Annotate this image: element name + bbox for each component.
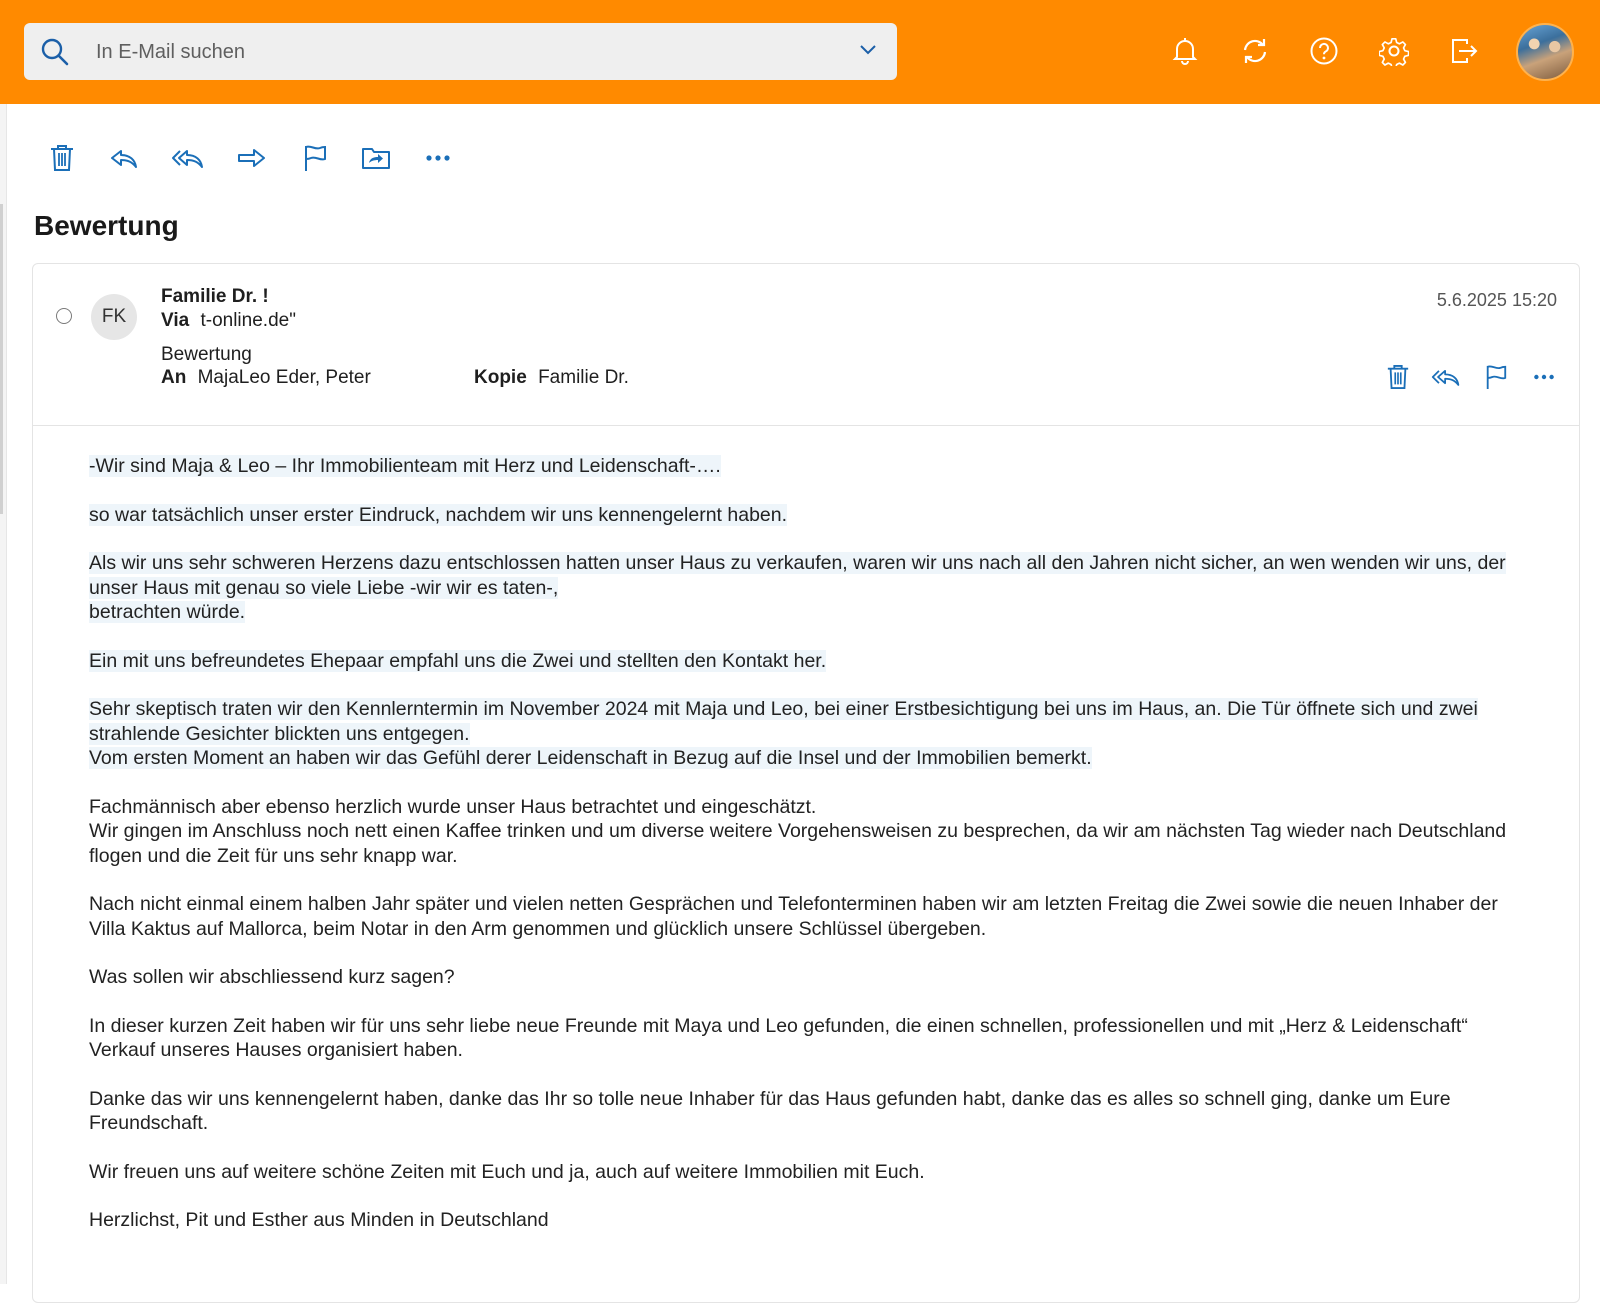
help-icon[interactable] [1309, 36, 1339, 66]
search-bar[interactable] [24, 23, 897, 80]
body-paragraph: -Wir sind Maja & Leo – Ihr Immobilienteam mit Herz und Leidenschaft-…. [89, 455, 721, 477]
body-paragraph: Fachmännisch aber ebenso herzlich wurde unser Haus betrachtet und eingeschätzt. [89, 795, 817, 818]
more-icon[interactable] [1529, 362, 1559, 392]
bell-icon[interactable] [1170, 36, 1200, 66]
message-date: 5.6.2025 15:20 [1436, 290, 1557, 310]
flag-icon[interactable] [1481, 362, 1511, 392]
header-divider [33, 425, 1579, 426]
recipients-to [161, 367, 371, 389]
to-label: An [161, 367, 187, 388]
trash-icon[interactable] [1383, 362, 1413, 392]
subject-line: Bewertung [161, 344, 252, 365]
page-title: Bewertung [34, 210, 179, 241]
body-paragraph: Was sollen wir abschliessend kurz sagen? [89, 966, 455, 988]
scrollbar[interactable] [0, 204, 3, 514]
body-paragraph: Sehr skeptisch traten wir den Kennlerntermin im November 2024 mit Maja und Leo, bei einer Erstbesichtigung bei uns im Haus, an. Die Tür öffnete sich und zwei strahlende Gesichter blickten uns entgegen. [89, 698, 1478, 745]
body-paragraph: Herzlichst, Pit und Esther aus Minden in Deutschland [89, 1209, 549, 1231]
body-paragraph: betrachten würde. [89, 601, 246, 623]
message-card [32, 263, 1580, 1303]
cc-value[interactable]: Familie Dr. [538, 367, 629, 388]
to-value[interactable]: MajaLeo Eder, Peter [197, 367, 371, 388]
avatar[interactable] [1516, 23, 1574, 81]
trash-icon[interactable] [44, 140, 80, 176]
search-input[interactable]: In E-Mail suchen [96, 41, 245, 63]
via-label: Via [161, 310, 190, 331]
chevron-down-icon[interactable] [859, 43, 877, 62]
select-radio[interactable] [56, 308, 72, 324]
body-paragraph: Als wir uns sehr schweren Herzens dazu entschlossen hatten unser Haus zu verkaufen, waren wir uns nach all den Jahren nicht sicher, an wen wenden wir uns, der unser Haus mit genau so viele Liebe -wir wir es taten-, [89, 552, 1506, 599]
search-icon[interactable] [40, 37, 70, 72]
forward-icon[interactable] [234, 140, 270, 176]
sender-name[interactable]: Familie Dr. ! [161, 286, 269, 307]
reply-icon[interactable] [106, 140, 142, 176]
settings-icon[interactable] [1379, 36, 1409, 66]
sidebar-edge [0, 104, 7, 1284]
reply-all-icon[interactable] [170, 140, 206, 176]
sender-avatar: FK [91, 294, 137, 340]
body-paragraph: Vom ersten Moment an haben wir das Gefühl derer Leidenschaft in Bezug auf die Insel und der Immobilien bemerkt. [89, 747, 1092, 769]
body-paragraph: Danke das wir uns kennengelernt haben, danke das Ihr so tolle neue Inhaber für das Haus gefunden habt, danke das es alles so schnell ging, danke um Eure Freundschaft. [89, 1087, 1451, 1134]
sync-icon[interactable] [1240, 36, 1270, 66]
body-paragraph: so war tatsächlich unser erster Eindruck, nachdem wir uns kennengelernt haben. [89, 503, 788, 526]
via-line [161, 310, 296, 332]
move-folder-icon[interactable] [358, 140, 394, 176]
top-bar [0, 0, 1600, 104]
body-paragraph: Wir gingen im Anschluss noch nett einen Kaffee trinken und um diverse weitere Vorgehensweisen zu besprechen, da wir am nächsten Tag wieder nach Deutschland flogen und die Zeit für uns sehr knapp war. [89, 820, 1507, 867]
body-paragraph: Ein mit uns befreundetes Ehepaar empfahl uns die Zwei und stellten den Kontakt her. [89, 649, 827, 672]
more-icon[interactable] [420, 140, 456, 176]
body-paragraph: Nach nicht einmal einem halben Jahr später und vielen netten Gesprächen und Telefonterminen haben wir am letzten Freitag die Zwei sowie die neuen Inhaber der Villa Kaktus auf Mallorca, beim Notar in den Arm genommen und glücklich unsere Schlüssel übergeben. [89, 893, 1498, 940]
body-paragraph: In dieser kurzen Zeit haben wir für uns sehr liebe neue Freunde mit Maya und Leo gefunden, die einen schnellen, professionellen und mit „Herz & Leidenschaft“ Verkauf unseres Hauses organisiert haben. [89, 1014, 1468, 1061]
reply-all-icon[interactable] [1431, 362, 1461, 392]
recipients-cc [474, 367, 629, 389]
message-body [89, 454, 1539, 1257]
flag-icon[interactable] [297, 140, 333, 176]
cc-label: Kopie [474, 367, 527, 388]
logout-icon[interactable] [1449, 36, 1479, 66]
via-value: t-online.de" [200, 310, 296, 331]
body-paragraph: Wir freuen uns auf weitere schöne Zeiten mit Euch und ja, auch auf weitere Immobilien mit Euch. [89, 1160, 925, 1183]
